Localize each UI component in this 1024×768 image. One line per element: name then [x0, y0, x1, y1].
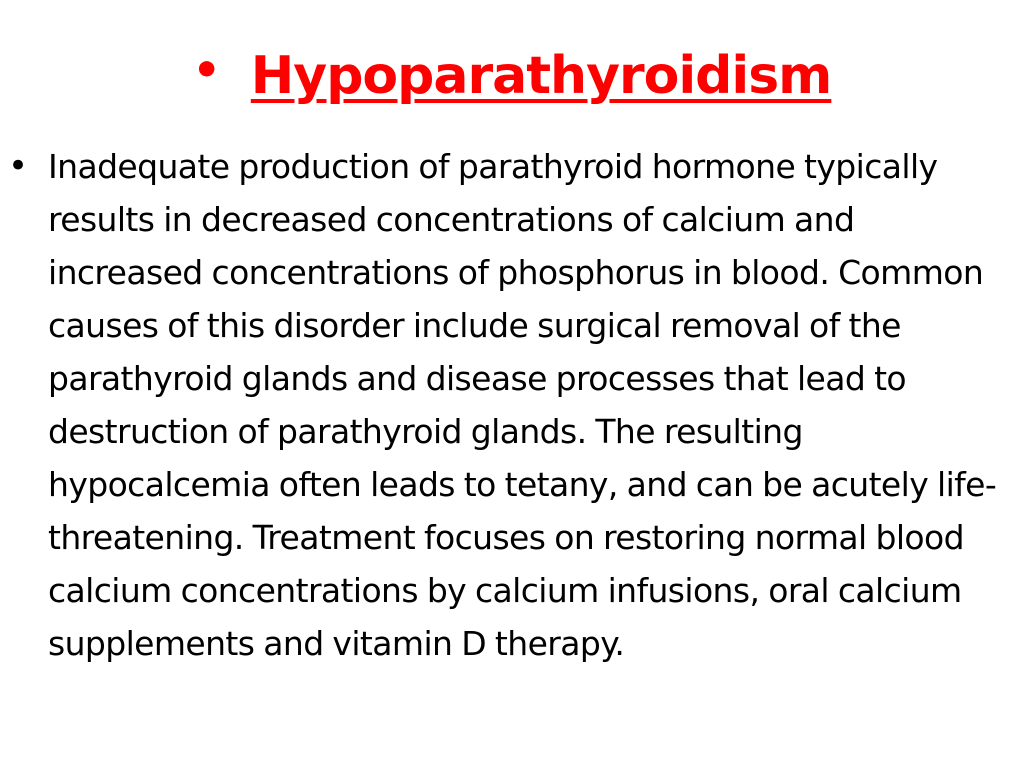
title-bullet-icon: •: [192, 44, 221, 96]
body-paragraph: Inadequate production of parathyroid hormone typically results in decreased concentrations of calcium and increased concentrations of phosphorus in blood. Common causes of this disorder include surgical removal of the parathyroid glands and disease processes that lead to destruction of parathyroid glands. The resulting hypocalcemia often leads to tetany, and can be acutely life-threatening. Treatment focuses on restoring normal blood calcium concentrations by calcium infusions, oral calcium supplements and vitamin D therapy.: [48, 147, 997, 663]
body-bullet-icon: •: [8, 146, 29, 186]
slide-title: [0, 46, 1024, 106]
body-content: [0, 140, 1024, 740]
title-text: Hypoparathyroidism: [250, 46, 832, 106]
